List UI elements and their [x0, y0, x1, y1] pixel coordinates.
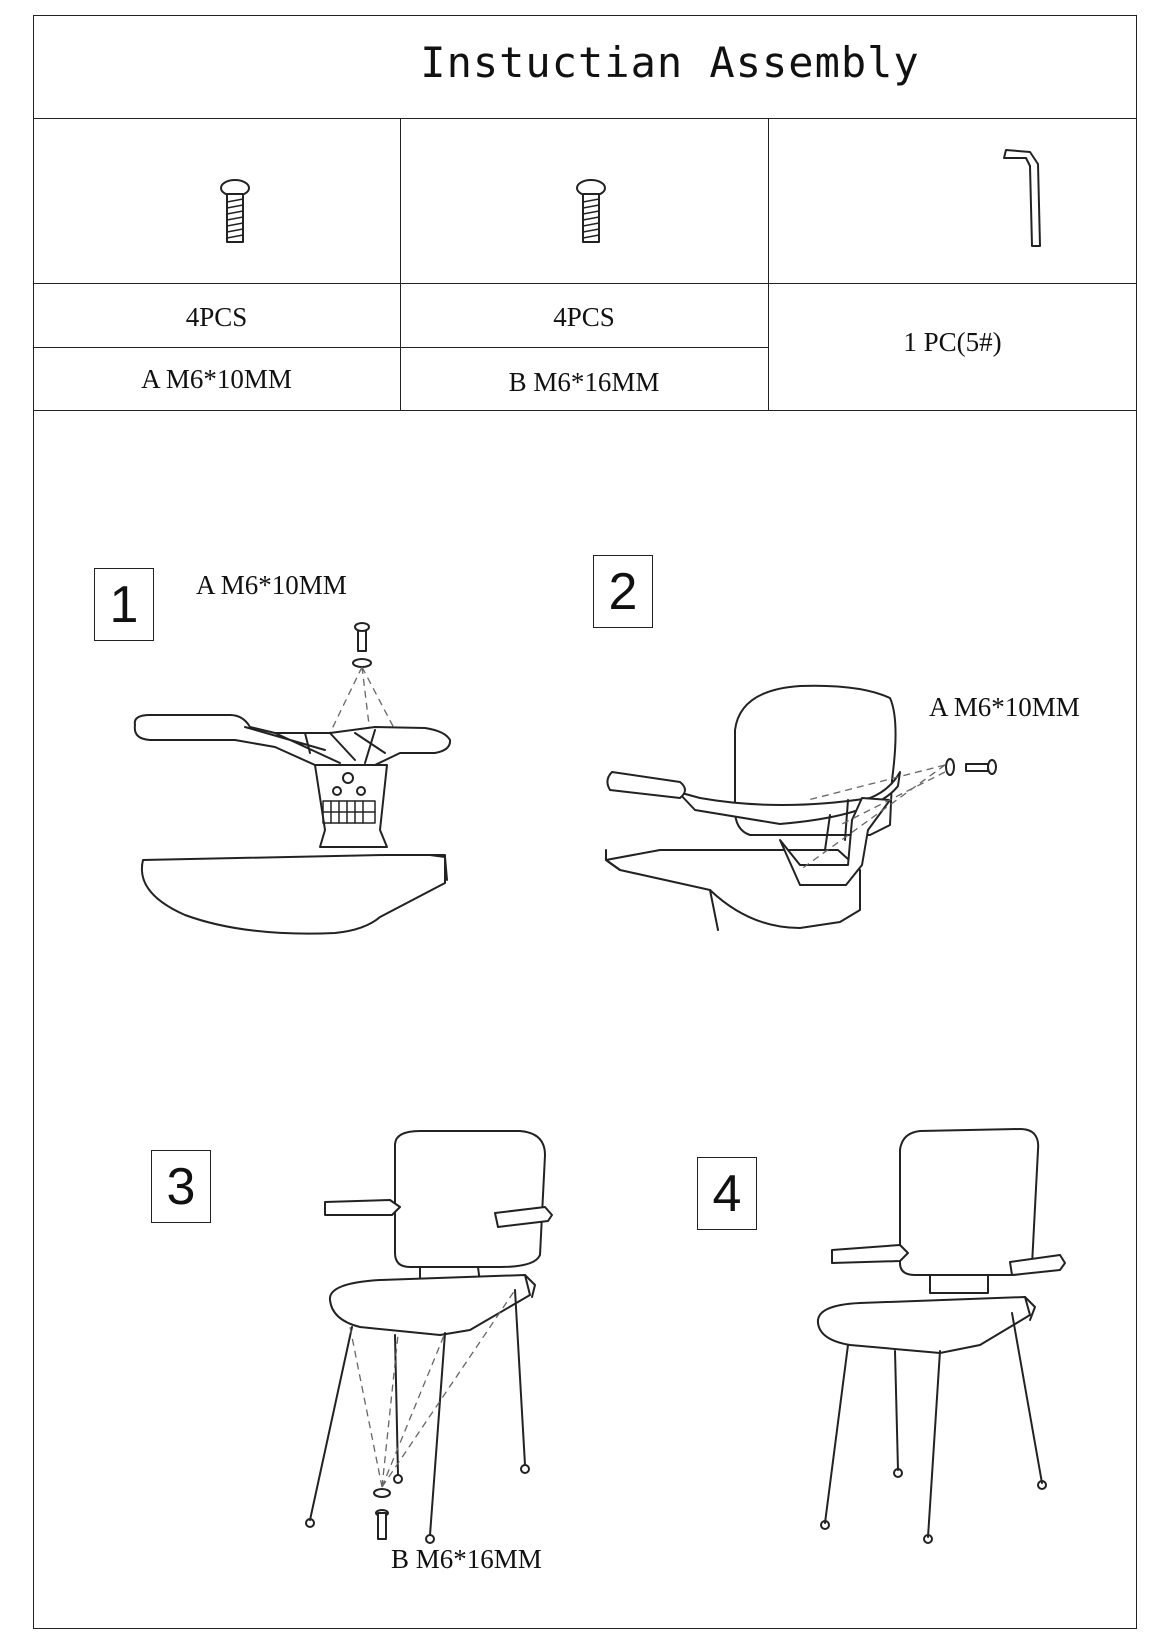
screw-icon — [571, 178, 611, 248]
divider — [33, 347, 769, 348]
screw-icon — [966, 760, 996, 774]
step-1-screw-label: A M6*10MM — [196, 570, 347, 600]
step-3-screw-label: B M6*16MM — [391, 1544, 542, 1574]
step-3-number: 3 — [151, 1150, 211, 1223]
divider — [33, 118, 1137, 119]
part-b-name: B M6*16MM — [508, 367, 660, 397]
step-2-number: 2 — [593, 555, 653, 628]
step-1-illustration — [125, 615, 485, 945]
divider — [33, 283, 1137, 284]
part-a-qty: 4PCS — [185, 302, 248, 332]
page-title: Instuctian Assembly — [420, 38, 920, 87]
step-2-screw-label: A M6*10MM — [929, 692, 1080, 722]
part-b-qty: 4PCS — [553, 302, 615, 332]
step-1-number: 1 — [94, 568, 154, 641]
screw-icon — [215, 178, 255, 248]
divider — [768, 118, 769, 410]
step-4-illustration — [820, 1125, 1070, 1515]
screw-icon — [374, 1489, 390, 1539]
step-3-illustration — [320, 1135, 570, 1555]
step-4-number: 4 — [697, 1157, 757, 1230]
hex-key-icon — [1002, 148, 1052, 253]
screw-icon — [353, 623, 371, 667]
part-a-name: A M6*10MM — [141, 364, 292, 394]
divider — [33, 410, 1137, 411]
part-key-qty: 1 PC(5#) — [903, 327, 1002, 357]
step-2-illustration — [600, 690, 1050, 950]
